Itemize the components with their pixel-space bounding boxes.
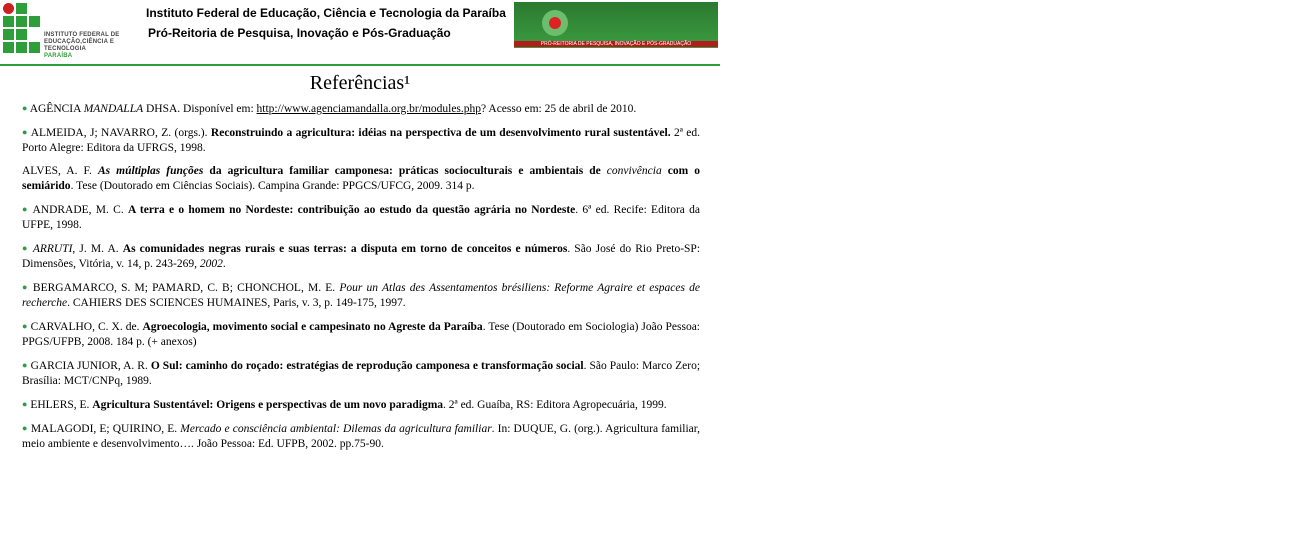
reference-item: ● AGÊNCIA MANDALLA DHSA. Disponível em: http://www.agenciamandalla.org.br/modules.php? Acesso em: 25 de abril de 2010. bbox=[22, 103, 637, 115]
header bbox=[0, 0, 973, 64]
bullet-icon: ● bbox=[22, 243, 29, 253]
bullet-icon: ● bbox=[22, 423, 28, 433]
reference-link[interactable]: http://www.agenciamandalla.org.br/modules.php bbox=[256, 103, 482, 115]
bullet-icon: ● bbox=[22, 360, 28, 370]
reference-item: ● GARCIA JUNIOR, A. R. O Sul: caminho do roçado: estratégias de reprodução camponesa e transformação social. São Paulo: Marco Zero; Brasília: MCT/CNPq, 1989. bbox=[22, 360, 701, 387]
reference-item: ● ALMEIDA, J; NAVARRO, Z. (orgs.). Reconstruindo a agricultura: idéias na perspectiva de um desenvolvimento rural sustentável. 2ª ed. Porto Alegre: Editora da UFRGS, 1998. bbox=[22, 127, 701, 154]
reference-list bbox=[22, 101, 700, 460]
bullet-icon: ● bbox=[22, 282, 29, 292]
institution-name: Instituto Federal de Educação, Ciência e Tecnologia da Paraíba bbox=[146, 6, 506, 20]
prpipg-logo-subtitle: PRÓ-REITORIA DE PESQUISA, INOVAÇÃO E PÓS-GRADUAÇÃO bbox=[514, 41, 718, 47]
header-divider bbox=[0, 64, 720, 66]
prpipg-emblem-icon bbox=[542, 10, 568, 36]
ifpb-logo-text: INSTITUTO FEDERAL DE EDUCAÇÃO,CIÊNCIA E TECNOLOGIA PARAÍBA bbox=[44, 32, 120, 59]
reference-item: ALVES, A. F. As múltiplas funções da agricultura familiar camponesa: práticas socioculturais e ambientais de convivência com o semiárido. Tese (Doutorado em Ciências Sociais). Campina Grande: PPGCS/UFCG, 2009. 314 p. bbox=[22, 165, 700, 192]
bullet-icon: ● bbox=[22, 103, 28, 113]
ifpb-logo bbox=[2, 2, 142, 62]
bullet-icon: ● bbox=[22, 127, 28, 137]
reference-item: ● CARVALHO, C. X. de. Agroecologia, movimento social e campesinato no Agreste da Paraíba. Tese (Doutorado em Sociologia) João Pessoa: PPGS/UFPB, 2008. 184 p. (+ anexos) bbox=[22, 321, 701, 348]
bullet-icon: ● bbox=[22, 204, 29, 214]
reference-item: ● EHLERS, E. Agricultura Sustentável: Origens e perspectivas de um novo paradigma. 2ª ed. Guaíba, RS: Editora Agropecuária, 1999. bbox=[22, 399, 667, 411]
page-title: Referências¹ bbox=[309, 72, 411, 94]
reference-item: ● ARRUTI, J. M. A. As comunidades negras rurais e suas terras: a disputa em torno de conceitos e números. São José do Rio Preto-SP: Dimensões, Vitória, v. 14, p. 243-269, 2002. bbox=[22, 243, 701, 270]
prpipg-logo-title: PRPIPG bbox=[895, 12, 973, 33]
reference-item: ● ANDRADE, M. C. A terra e o homem no Nordeste: contribuição ao estudo da questão agrária no Nordeste. 6ª ed. Recife: Editora da UFPE, 1998. bbox=[22, 204, 701, 231]
bullet-icon: ● bbox=[22, 399, 28, 409]
ifpb-logo-grid-icon bbox=[2, 2, 42, 62]
reference-item: ● BERGAMARCO, S. M; PAMARD, C. B; CHONCHOL, M. E. Pour un Atlas des Assentamentos brésiliens: Reforme Agraire et espaces de recherche. CAHIERS DES SCIENCES HUMAINES, Paris, v. 3, p. 149-175, 1997. bbox=[22, 282, 700, 309]
reference-item: ● MALAGODI, E; QUIRINO, E. Mercado e consciência ambiental: Dilemas da agricultura familiar. In: DUQUE, G. (org.). Agricultura familiar, meio ambiente e desenvolvimento…. João Pessoa: Ed. UFPB, 2002. pp.75-90. bbox=[22, 423, 701, 450]
bullet-icon: ● bbox=[22, 321, 28, 331]
prpipg-logo bbox=[514, 2, 973, 48]
prorectory-name: Pró-Reitoria de Pesquisa, Inovação e Pós-Graduação bbox=[148, 26, 451, 40]
